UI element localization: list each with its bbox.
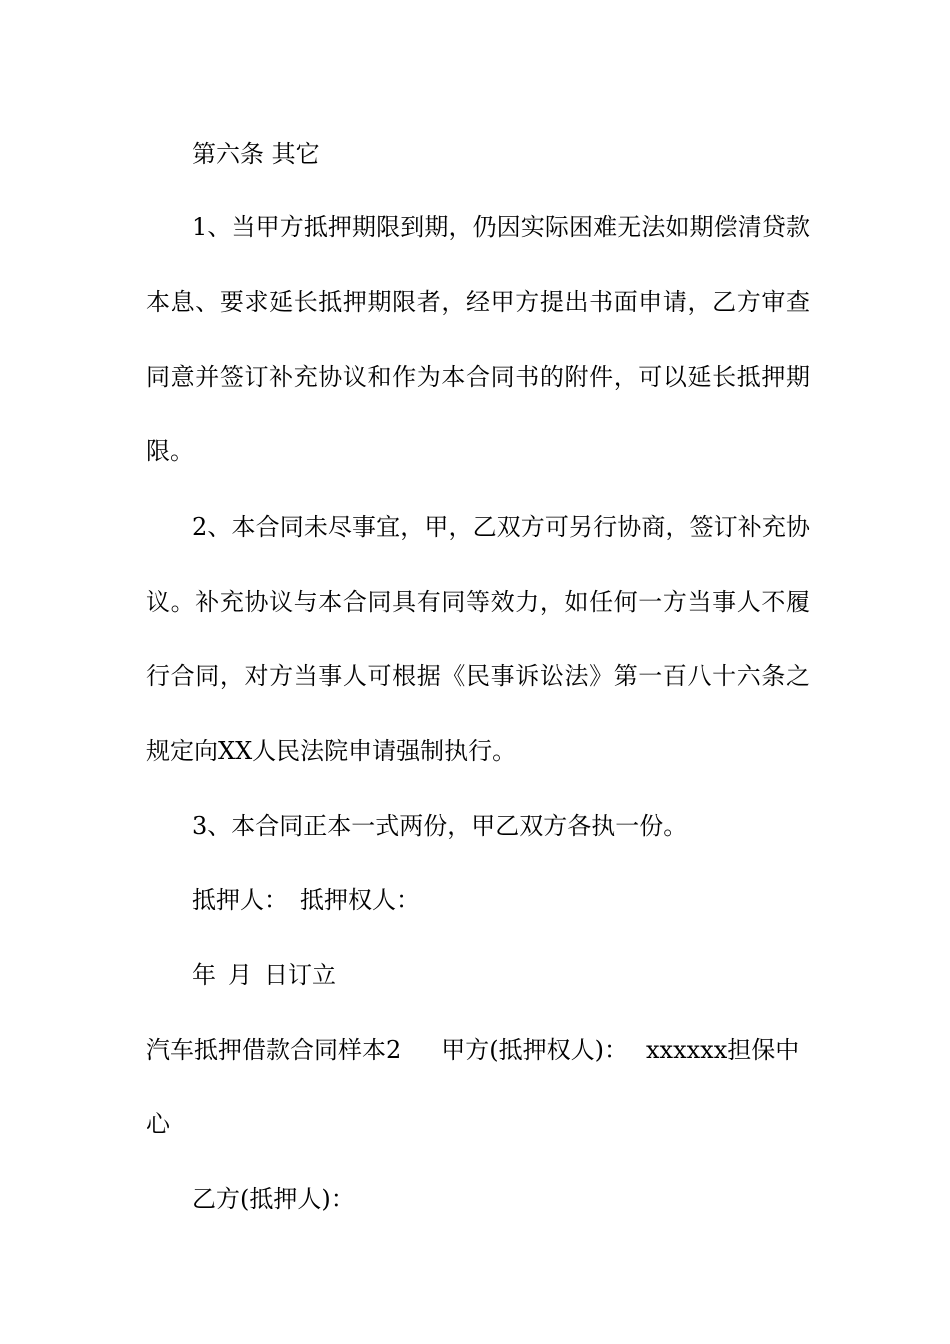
mortgagor-label: 抵押人：: [192, 886, 288, 914]
party-a-label: 甲方(抵押权人)：: [441, 1036, 629, 1064]
date-line: [192, 960, 810, 990]
mortgagee-label: 抵押权人：: [300, 886, 420, 914]
sample-2-title: 汽车抵押借款合同样本2: [146, 1036, 402, 1064]
party-a-name: xxxxxx担保中: [646, 1036, 800, 1064]
clause-1-line-3: 同意并签订补充协议和作为本合同书的附件，可以延长抵押期: [146, 363, 810, 391]
clause-1-line-4: 限。: [146, 437, 194, 465]
party-b-label: 乙方(抵押人)：: [192, 1185, 355, 1213]
signature-line: [192, 885, 810, 915]
clause-2-line-4: 规定向XX人民法院申请强制执行。: [146, 737, 517, 765]
date-day: 日订立: [264, 961, 336, 989]
clause-2-line-1: 2、本合同未尽事宜，甲，乙双方可另行协商，签订补充协: [192, 513, 810, 541]
article-heading: 第六条 其它: [192, 140, 320, 168]
party-a-name-continuation: 心: [146, 1110, 170, 1138]
sample-2-header-line: [146, 1035, 810, 1065]
clause-1-line-2: 本息、要求延长抵押期限者，经甲方提出书面申请，乙方审查: [146, 288, 810, 316]
date-year: 年: [192, 961, 216, 989]
clause-2-line-3: 行合同，对方当事人可根据《民事诉讼法》第一百八十六条之: [146, 662, 810, 690]
clause-1-line-1: 1、当甲方抵押期限到期，仍因实际困难无法如期偿清贷款: [192, 213, 810, 241]
clause-2-line-2: 议。补充协议与本合同具有同等效力，如任何一方当事人不履: [146, 588, 810, 616]
date-month: 月: [228, 961, 252, 989]
clause-3: 3、本合同正本一式两份，甲乙双方各执一份。: [192, 812, 688, 840]
